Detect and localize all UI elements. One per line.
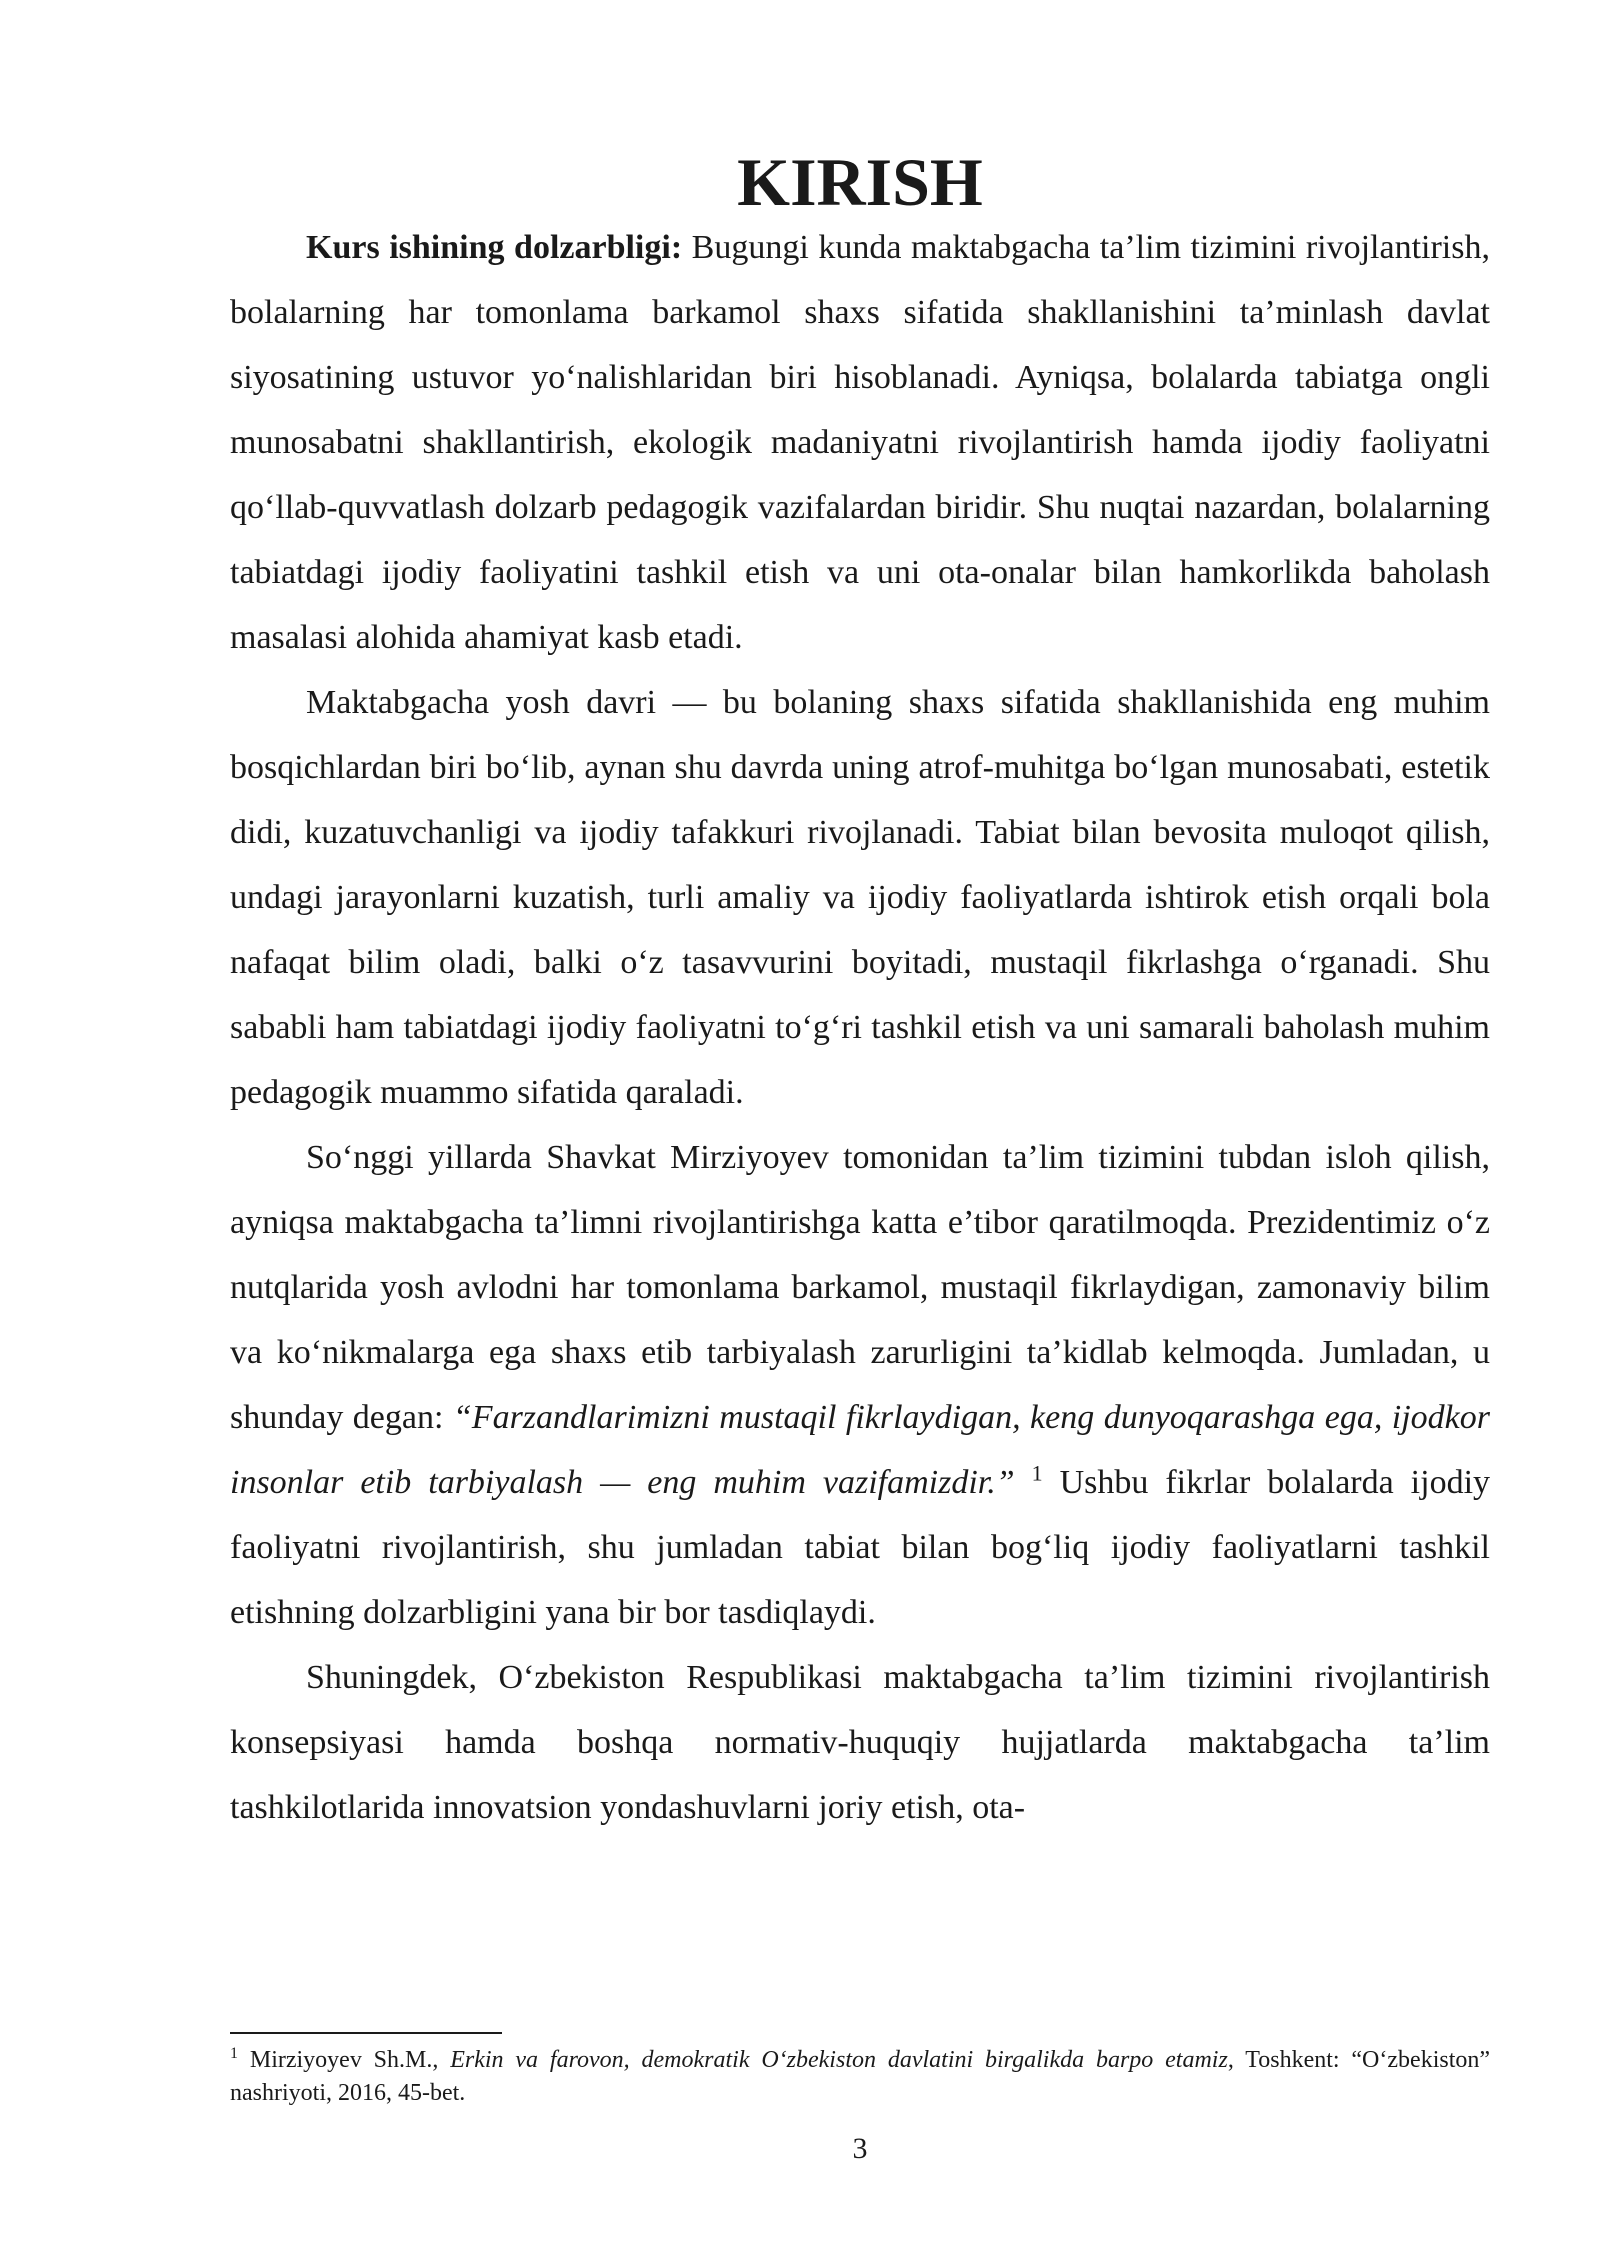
paragraph-concept: Shuningdek, O‘zbekiston Respublikasi maktabgacha ta’lim tizimini rivojlantirish konsepsiyasi hamda boshqa normativ-huquqiy hujjatlarda maktabgacha ta’lim tashkilotlarida innovatsion yondashuvlarni joriy etish, ota- <box>230 1659 1490 1826</box>
footnote-number: 1 <box>230 2045 238 2062</box>
page-body <box>230 144 1491 1840</box>
paragraph-reforms <box>230 1125 1490 1645</box>
footnote-separator <box>230 2032 502 2034</box>
paragraph-text: Ushbu fikrlar bolalarda ijodiy faoliyatni rivojlantirish, shu jumladan tabiat bilan bog‘liq ijodiy faoliyatlarni tashkil etishning dolzarbligini yana bir bor tasdiqlaydi. <box>230 1464 1491 1631</box>
paragraph-text: Bugungi kunda maktabgacha ta’lim tizimini rivojlantirish, bolalarning har tomonlama barkamol shaxs sifatida shakllanishini ta’minlash davlat siyosatining ustuvor yo‘nalishlaridan biri hisoblanadi. Ayniqsa, bolalarda tabiatga ongli munosabatni shakllantirish, ekologik madaniyatni rivojlantirish hamda ijodiy faoliyatni qo‘llab-quvvatlash dolzarb pedagogik vazifalardan biridir. Shu nuqtai nazardan, bolalarning tabiatdagi ijodiy faoliyatini tashkil etish va uni ota-onalar bilan hamkorlikda baholash masalasi alohida ahamiyat kasb etadi. <box>230 229 1490 656</box>
footnote <box>230 2044 1490 2110</box>
footnote-title: Erkin va farovon, demokratik O‘zbekiston davlatini birgalikda barpo etamiz <box>450 2047 1228 2073</box>
paragraph-lead: Kurs ishining dolzarbligi: <box>306 229 683 266</box>
paragraph-text: So‘nggi yillarda Shavkat Mirziyoyev tomonidan ta’lim tizimini tubdan isloh qilish, ayniqsa maktabgacha ta’limni rivojlantirishga katta e’tibor qaratilmoqda. Prezidentimiz o‘z nutqlarida yosh avlodni har tomonlama barkamol, mustaqil fikrlaydigan, zamonaviy bilim va ko‘nikmalarga ega shaxs etib tarbiyalash zarurligini ta’kidlab kelmoqda. Jumladan, u shunday degan: <box>230 1139 1490 1436</box>
paragraph-preschool-age: Maktabgacha yosh davri — bu bolaning shaxs sifatida shakllanishida eng muhim bosqichlardan biri bo‘lib, aynan shu davrda uning atrof-muhitga bo‘lgan munosabati, estetik didi, kuzatuvchanligi va ijodiy tafakkuri rivojlanadi. Tabiat bilan bevosita muloqot qilish, undagi jarayonlarni kuzatish, turli amaliy va ijodiy faoliyatlarda ishtirok etish orqali bola nafaqat bilim oladi, balki o‘z tasavvurini boyitadi, mustaqil fikrlashga o‘rganadi. Shu sababli ham tabiatdagi ijodiy faoliyatni to‘g‘ri tashkil etish va uni samarali baholash muhim pedagogik muammo sifatida qaraladi. <box>230 684 1490 1111</box>
paragraph-relevance <box>230 215 1490 670</box>
footnote-reference[interactable]: 1 <box>1031 1460 1043 1486</box>
page-number: 3 <box>852 2132 868 2165</box>
president-quote: “Farzandlarimizni mustaqil fikrlaydigan, keng dunyoqarashga ega, ijodkor insonlar etib tarbiyalash — eng muhim vazifamizdir.” <box>230 1399 1490 1501</box>
section-heading: KIRISH <box>737 144 983 220</box>
footnote-author: Mirziyoyev Sh.M., <box>249 2047 451 2073</box>
footnote-rest: , Toshkent: “O‘zbekiston” nashriyoti, 2016, 45-bet. <box>230 2047 1491 2106</box>
